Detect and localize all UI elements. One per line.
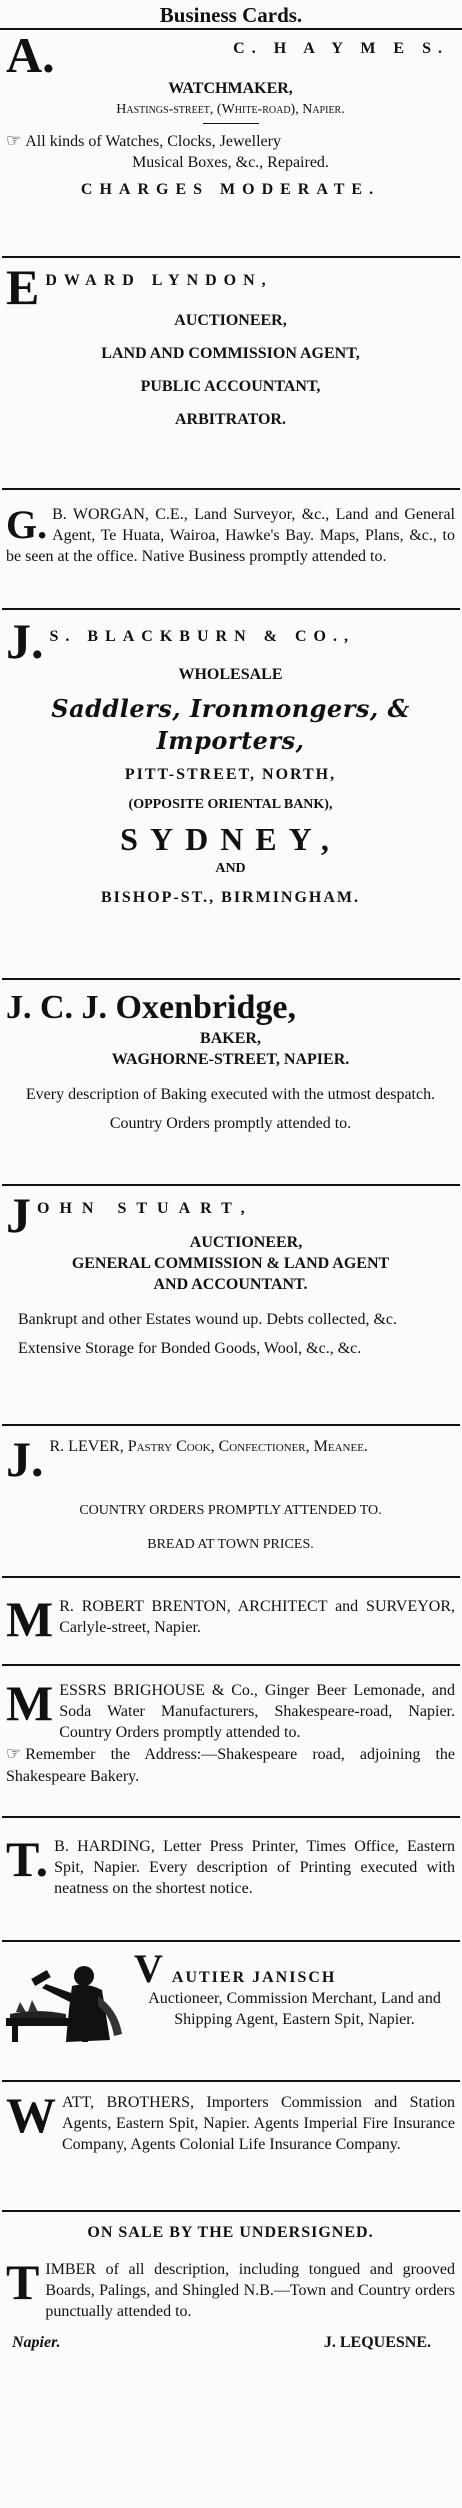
drop-initial: T	[6, 2254, 40, 2311]
card-oxenbridge	[0, 988, 462, 1178]
section-title: Business Cards.	[159, 3, 303, 27]
blackburn-opposite: (OPPOSITE ORIENTAL BANK),	[128, 796, 333, 812]
lever-line2: BREAD AT TOWN PRICES.	[147, 1537, 314, 1553]
card-separator	[2, 1184, 460, 1186]
card-lever	[0, 1436, 462, 1568]
card-separator	[2, 978, 460, 980]
brighouse-text: ESSRS BRIGHOUSE & Co., Ginger Beer Lemonade, and Soda Water Manufacturers, Shakespeare-road, Napier. Country Orders promptly attended to.	[59, 1682, 455, 1742]
blackburn-wholesale: WHOLESALE	[178, 666, 283, 683]
pointing-hand-icon: ☞	[6, 130, 22, 150]
haymes-trade: WATCHMAKER,	[168, 80, 293, 97]
stuart-paragraph1: Bankrupt and other Estates wound up. Debts collected, &c.	[18, 1311, 398, 1329]
lequesne-place: Napier.	[12, 2334, 61, 2352]
lyndon-line3: PUBLIC ACCOUNTANT,	[140, 378, 321, 396]
haymes-line1: All kinds of Watches, Clocks, Jewellery	[25, 132, 281, 150]
oxenbridge-trade: BAKER,	[200, 1030, 261, 1047]
blackburn-and: AND	[215, 861, 246, 877]
harding-text: B. HARDING, Letter Press Printer, Times Office, Eastern Spit, Napier. Every description of Printing executed with neatness on the shortest notice.	[54, 1838, 455, 1898]
stuart-name: OHN STUART,	[37, 1200, 255, 1217]
card-separator	[2, 256, 460, 258]
lyndon-line4: ARBITRATOR.	[175, 411, 286, 429]
card-lyndon	[0, 264, 462, 484]
stuart-line3: AND ACCOUNTANT.	[153, 1276, 308, 1294]
haymes-line2: Musical Boxes, &c., Repaired.	[132, 154, 329, 172]
drop-initial: G.	[6, 504, 48, 547]
lequesne-text: IMBER of all description, including tongued and grooved Boards, Palings, and Shingled N.B.—Town and Country orders punctually attended to.	[45, 2261, 455, 2321]
brighouse-remember: Remember the Address:—Shakespeare road, adjoining the Shakespeare Bakery.	[6, 1746, 455, 1785]
drop-initial: J.	[6, 1436, 44, 1487]
oxenbridge-street: WAGHORNE-STREET, NAPIER.	[111, 1051, 350, 1069]
haymes-charges: CHARGES MODERATE.	[80, 181, 381, 199]
blackburn-bishop: BISHOP-ST., BIRMINGHAM.	[100, 888, 361, 906]
drop-initial: J	[6, 1192, 31, 1243]
card-brenton	[0, 1596, 462, 1656]
card-haymes	[0, 32, 462, 254]
lever-line1: COUNTRY ORDERS PROMPTLY ATTENDED TO.	[79, 1503, 382, 1518]
card-watt	[0, 2092, 462, 2200]
pointing-hand-icon: ☞	[6, 1744, 22, 1764]
haymes-name: C. H A Y M E S.	[233, 40, 449, 57]
watt-text: ATT, BROTHERS, Importers Commission and Station Agents, Eastern Spit, Napier. Agents Imperial Fire Insurance Company, Agents Colonial Life Insurance Company.	[62, 2094, 455, 2154]
auctioneer-woodcut-icon	[6, 1954, 128, 2046]
card-separator	[2, 1940, 460, 1942]
card-separator	[2, 1576, 460, 1578]
card-separator	[2, 488, 460, 490]
stuart-line2: GENERAL COMMISSION & LAND AGENT	[71, 1255, 390, 1273]
lyndon-line2: LAND AND COMMISSION AGENT,	[101, 345, 360, 363]
card-janisch	[0, 1948, 462, 2072]
stuart-paragraph2: Extensive Storage for Bonded Goods, Wool, &c., &c.	[18, 1340, 362, 1358]
card-stuart	[0, 1192, 462, 1418]
oxenbridge-line2: Country Orders promptly attended to.	[109, 1115, 352, 1133]
card-separator	[2, 608, 460, 610]
card-blackburn	[0, 618, 462, 974]
card-brighouse	[0, 1680, 462, 1808]
stuart-line1: AUCTIONEER,	[189, 1234, 303, 1251]
short-rule	[203, 123, 259, 124]
janisch-name: AUTIER JANISCH	[171, 1969, 337, 1986]
lequesne-signature: J. LEQUESNE.	[323, 2334, 431, 2352]
haymes-address: Hastings-street, (White-road), Napier.	[116, 102, 345, 118]
card-harding	[0, 1836, 462, 1932]
blackburn-name: S. BLACKBURN & CO.,	[49, 628, 355, 645]
section-header	[0, 0, 462, 30]
drop-initial: T.	[6, 1836, 49, 1887]
blackburn-city: SYDNEY,	[120, 821, 341, 858]
drop-initial: V	[134, 1948, 163, 1991]
card-separator	[2, 1424, 460, 1426]
card-lequesne	[0, 2222, 462, 2502]
lever-text: R. LEVER, Pastry Cook, Confectioner, Meanee.	[49, 1438, 368, 1455]
oxenbridge-name: J. C. J. Oxenbridge,	[6, 989, 296, 1026]
drop-initial: J.	[6, 618, 44, 669]
blackburn-trades: Saddlers, Ironmongers, & Importers,	[51, 694, 410, 755]
lequesne-heading: ON SALE BY THE UNDERSIGNED.	[87, 2224, 374, 2241]
brenton-text: R. ROBERT BRENTON, ARCHITECT and SURVEYOR, Carlyle-street, Napier.	[59, 1598, 455, 1637]
card-separator	[2, 1816, 460, 1818]
card-worgan	[0, 504, 462, 604]
drop-initial: A.	[6, 32, 55, 83]
oxenbridge-line1: Every description of Baking executed with the utmost despatch.	[25, 1086, 436, 1104]
blackburn-street: PITT-STREET, NORTH,	[124, 766, 337, 784]
lyndon-name: DWARD LYNDON,	[45, 272, 273, 289]
drop-initial: M	[6, 1680, 54, 1731]
card-separator	[2, 1664, 460, 1666]
card-separator	[2, 2080, 460, 2082]
worgan-text: B. WORGAN, C.E., Land Surveyor, &c., Land and General Agent, Te Huata, Wairoa, Hawke's Bay. Maps, Plans, &c., to be seen at the office. Native Business promptly attended to.	[6, 506, 455, 566]
drop-initial: W	[6, 2092, 56, 2143]
lyndon-line1: AUCTIONEER,	[174, 312, 287, 329]
card-separator	[2, 2210, 460, 2212]
janisch-text: Auctioneer, Commission Merchant, Land and Shipping Agent, Eastern Spit, Napier.	[148, 1990, 441, 2029]
drop-initial: E	[6, 264, 40, 315]
drop-initial: M	[6, 1596, 54, 1647]
